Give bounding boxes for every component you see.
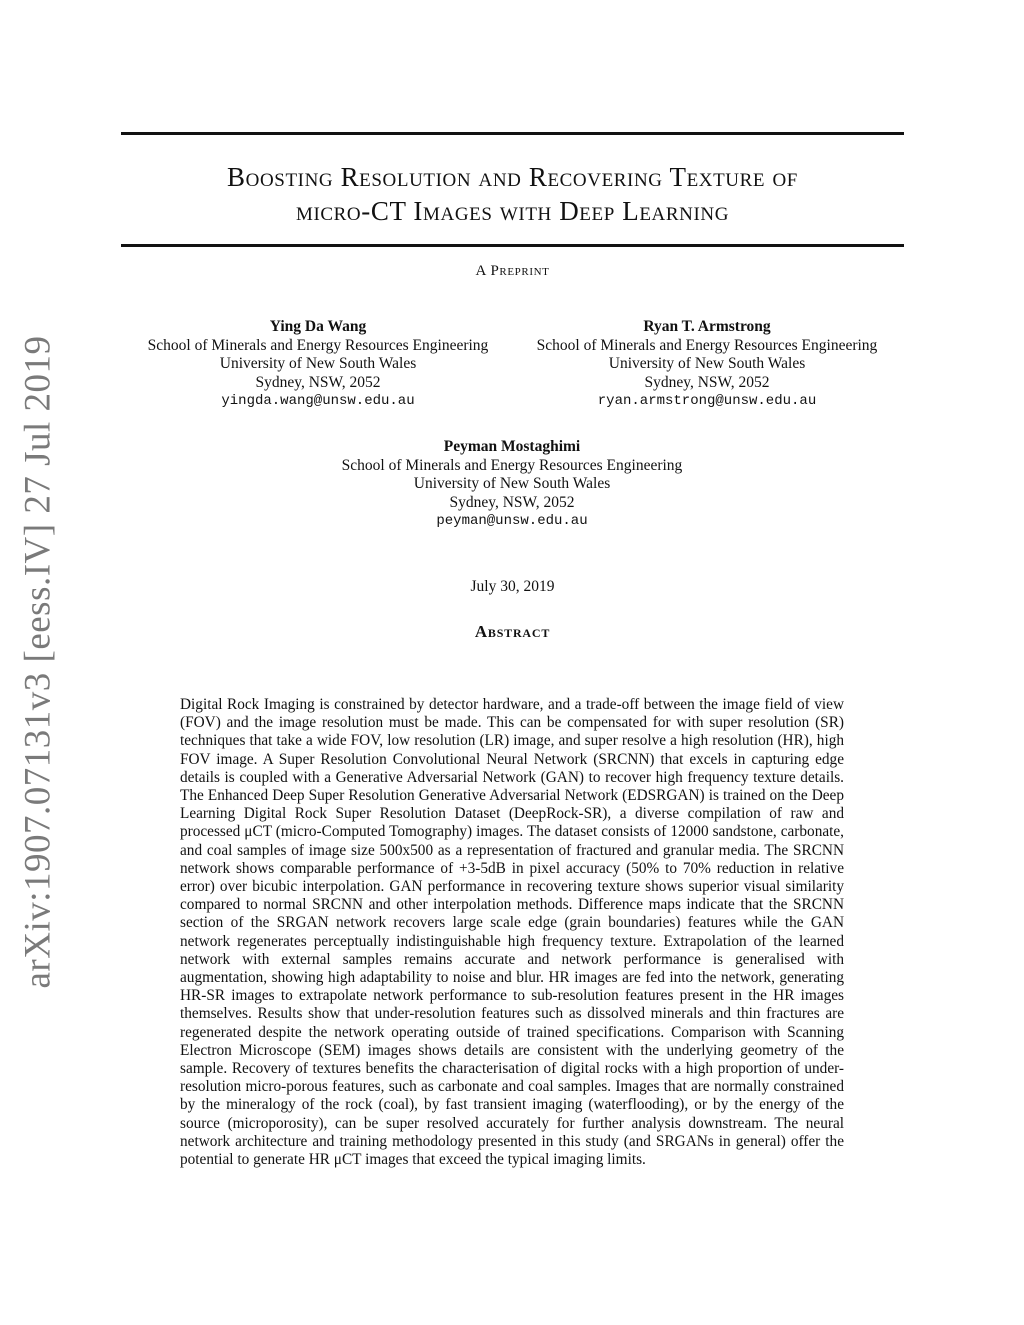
paper-title-line-1: Boosting Resolution and Recovering Texture of [227,162,798,192]
author-name: Peyman Mostaghimi [443,438,581,455]
author-name: Ryan T. Armstrong [643,318,771,335]
abstract-heading: Abstract [474,622,551,641]
arxiv-identifier-stamp: arXiv:1907.07131v3 [eess.IV] 27 Jul 2019 [17,335,59,989]
abstract-text: Digital Rock Imaging is constrained by detector hardware, and a trade-off between the image field of view (FOV) and the image resolution must be made. This can be compensated for with super resolution (SR) techniques that take a wide FOV, low resolution (LR) image, and super resolve a high resolution (HR), high FOV image. A Super Resolution Convolutional Neural Network (SRCNN) that excels in capturing edge details is coupled with a Generative Adversarial Network (GAN) to recover high frequency texture details. The Enhanced Deep Super Resolution Generative Adversarial Network (EDSRGAN) is trained on the Deep Learning Digital Rock Super Resolution Dataset (DeepRock-SR), a diverse compilation of raw and processed μCT (micro-Computed Tomography) images. The dataset consists of 12000 sandstone, carbonate, and coal samples of image size 500x500 as a representation of fractured and granular media. The SRCNN network shows comparable performance of +3-5dB in pixel accuracy (50% to 70% reduction in relative error) over bicubic interpolation. GAN performance in recovering texture shows superior visual similarity compared to normal SRCNN and other interpolation methods. Difference maps indicate that the SRCNN section of the SRGAN network recovers large scale edge (grain boundaries) features while the GAN network regenerates perceptually indistinguishable high frequency texture. Extrapolation of the learned network with external samples remains accurate and network performance is generalised with augmentation, showing high adaptability to noise and blur. HR images are fed into the network, generating HR-SR images to extrapolate network performance to sub-resolution features present in the HR images themselves. Results show that under-resolution features such as dissolved minerals and thin fractures are regenerated despite the network operating outside of trained specifications. Comparison with Scanning Electron Microscope (SEM) images shows details are consistent with the underlying geometry of the sample. Recovery of textures benefits the characterisation of digital rocks with a high proportion of under-resolution micro-porous features, such as carbonate and coal samples. Images that are normally constrained by the mineralogy of the rock (coal), by fast transient imaging (waterflooding), or by the energy of the source (microporosity), can be super resolved accurately for further analysis downstream. The neural network architecture and training methodology presented in this study (and SRGANs in general) offer the potential to generate HR μCT images that exceed the typical imaging limits. [180,696,844,1169]
author-block [262,438,762,531]
author-affiliation: School of Minerals and Energy Resources Engineering [536,336,878,354]
author-email: peyman@unsw.edu.au [436,513,588,529]
author-email: yingda.wang@unsw.edu.au [221,393,415,409]
author-name: Ying Da Wang [269,318,367,335]
author-university: University of New South Wales [219,355,417,372]
paper-title-line-2: micro-CT Images with Deep Learning [295,196,730,226]
author-university: University of New South Wales [608,355,806,372]
title-top-rule [121,132,904,135]
author-affiliation: School of Minerals and Energy Resources Engineering [147,336,489,354]
paper-title [121,160,904,228]
author-location: Sydney, NSW, 2052 [255,373,381,391]
publication-date: July 30, 2019 [470,578,555,595]
author-email: ryan.armstrong@unsw.edu.au [597,393,817,409]
preprint-label: A Preprint [475,263,550,279]
author-affiliation: School of Minerals and Energy Resources Engineering [341,456,683,474]
title-bottom-rule [121,244,904,247]
author-university: University of New South Wales [413,475,611,492]
author-location: Sydney, NSW, 2052 [644,373,770,391]
author-location: Sydney, NSW, 2052 [449,493,575,511]
author-block [126,318,510,411]
author-block [516,318,898,411]
